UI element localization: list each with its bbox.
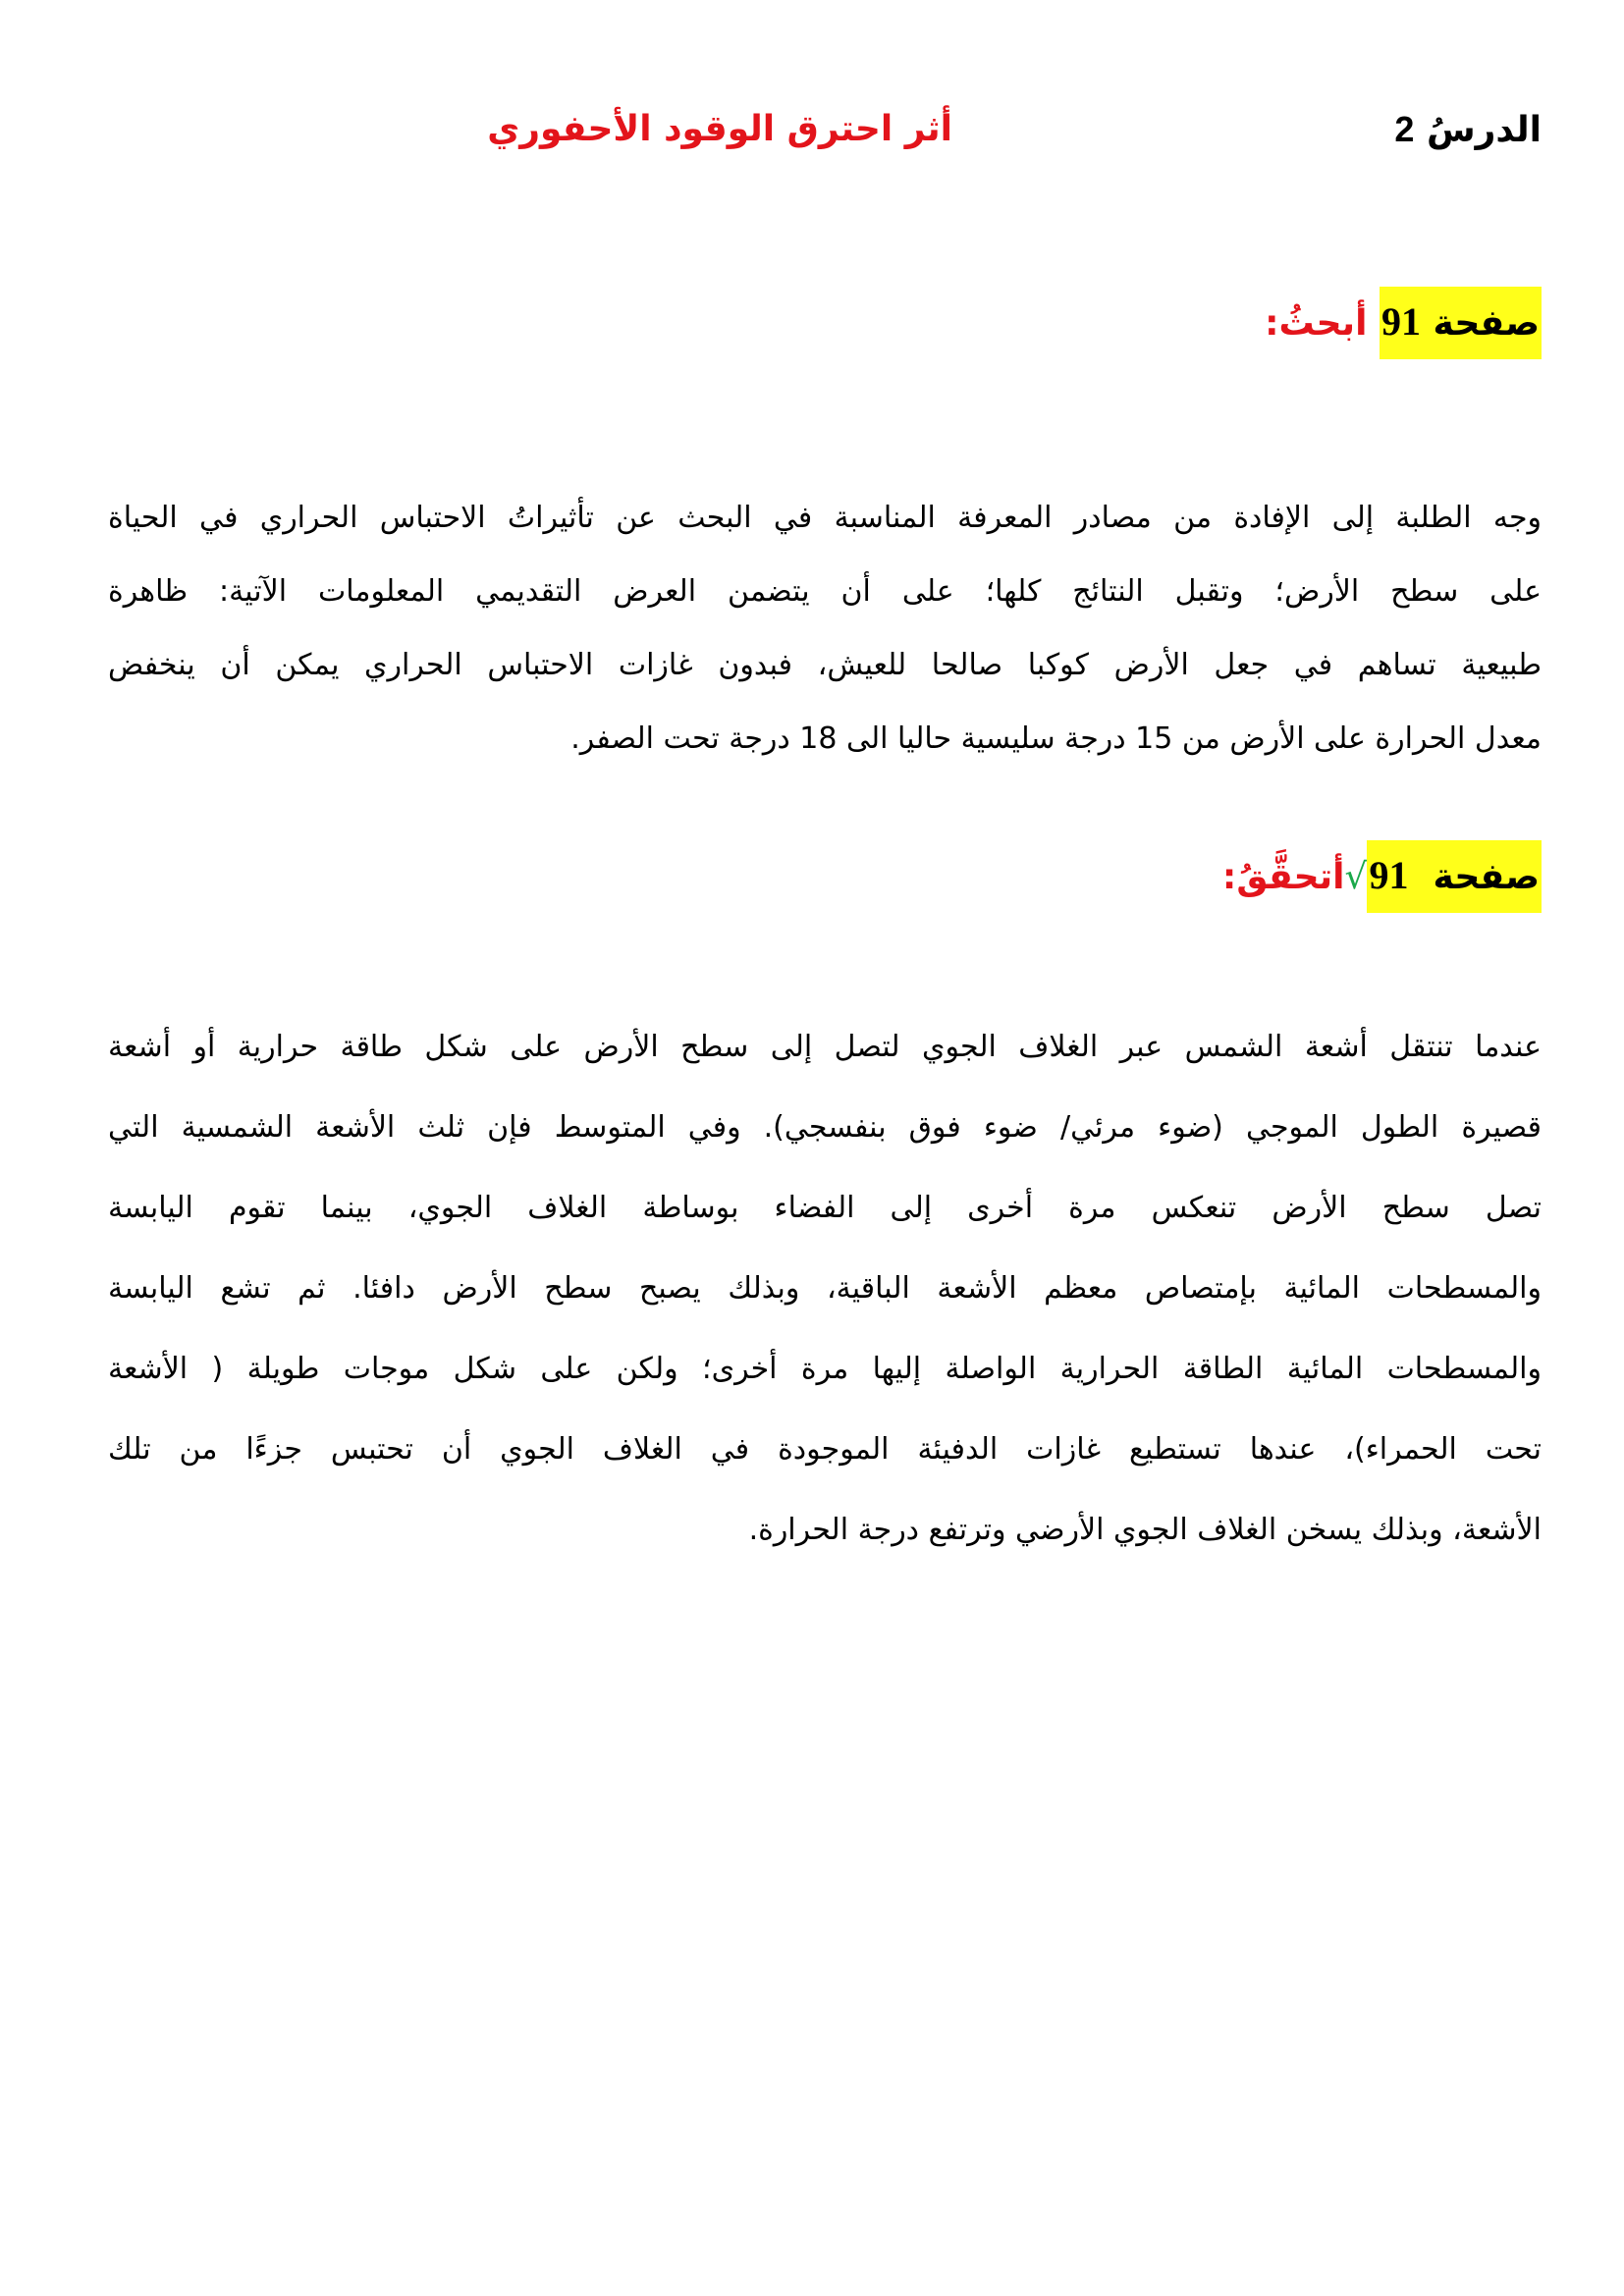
paragraph-research [108,481,1542,775]
highlighted-page-reference [1380,287,1542,359]
lesson-label: الدرسُ [1426,110,1542,150]
page-word: صفحة [1433,303,1540,344]
page-title: أثر احترق الوقود الأحفوري [487,109,952,149]
paragraph-line: طبيعية تساهم في جعل الأرض كوكبا صالحا للعيش، فبدون غازات الاحتباس الحراري يمكن أن ينخفض [108,648,1542,682]
paragraph-line: وجه الطلبة إلى الإفادة من مصادر المعرفة المناسبة في البحث عن تأثيراتُ الاحتباس الحراري في الحياة [108,501,1542,535]
highlighted-page-reference [1367,840,1542,913]
paragraph-line: الأشعة، وبذلك يسخن الغلاف الجوي الأرضي وترتفع درجة الحرارة. [748,1513,1542,1547]
page-number: 91 [1380,299,1421,344]
paragraph-line: قصيرة الطول الموجي (ضوء مرئي/ ضوء فوق بنفسجي). وفي المتوسط فإن ثلث الأشعة الشمسية التي [108,1110,1542,1145]
paragraph-line: معدل الحرارة على الأرض من 15 درجة سليسية حاليا الى 18 درجة تحت الصفر. [570,721,1542,756]
lesson-number [1394,108,1542,152]
section-heading-research [1265,287,1542,357]
page-word: صفحة [1433,857,1540,897]
document-page [108,0,1542,2296]
paragraph-line: تحت الحمراء)، عندها تستطيع غازات الدفيئة الموجودة في الغلاف الجوي أن تحتبس جزءًا من تلك [108,1432,1542,1467]
paragraph-line: والمسطحات المائية بإمتصاص معظم الأشعة الباقية، وبذلك يصبح سطح الأرض دافئا. ثم تشع اليابسة [108,1271,1542,1306]
paragraph-line: تصل سطح الأرض تنعكس مرة أخرى إلى الفضاء بوساطة الغلاف الجوي، بينما تقوم اليابسة [108,1191,1542,1225]
check-mark-icon: √ [1344,857,1368,897]
paragraph-line: عندما تنتقل أشعة الشمس عبر الغلاف الجوي لتصل إلى سطح الأرض على شكل طاقة حرارية أو أشعة [108,1030,1542,1064]
section-label: أتحقَّقُ: [1221,857,1345,897]
page-number: 91 [1369,853,1409,897]
section-heading-verify [1222,840,1542,911]
paragraph-line: والمسطحات المائية الطاقة الحرارية الواصلة إليها مرة أخرى؛ ولكن على شكل موجات طويلة ( الأشعة [108,1352,1542,1386]
section-label: أبحثُ: [1265,303,1368,344]
paragraph-verify [108,1007,1542,1571]
lesson-number-value: 2 [1394,109,1415,149]
paragraph-line: على سطح الأرض؛ وتقبل النتائج كلها؛ على أن يتضمن العرض التقديمي المعلومات الآتية: ظاهرة [108,574,1542,609]
